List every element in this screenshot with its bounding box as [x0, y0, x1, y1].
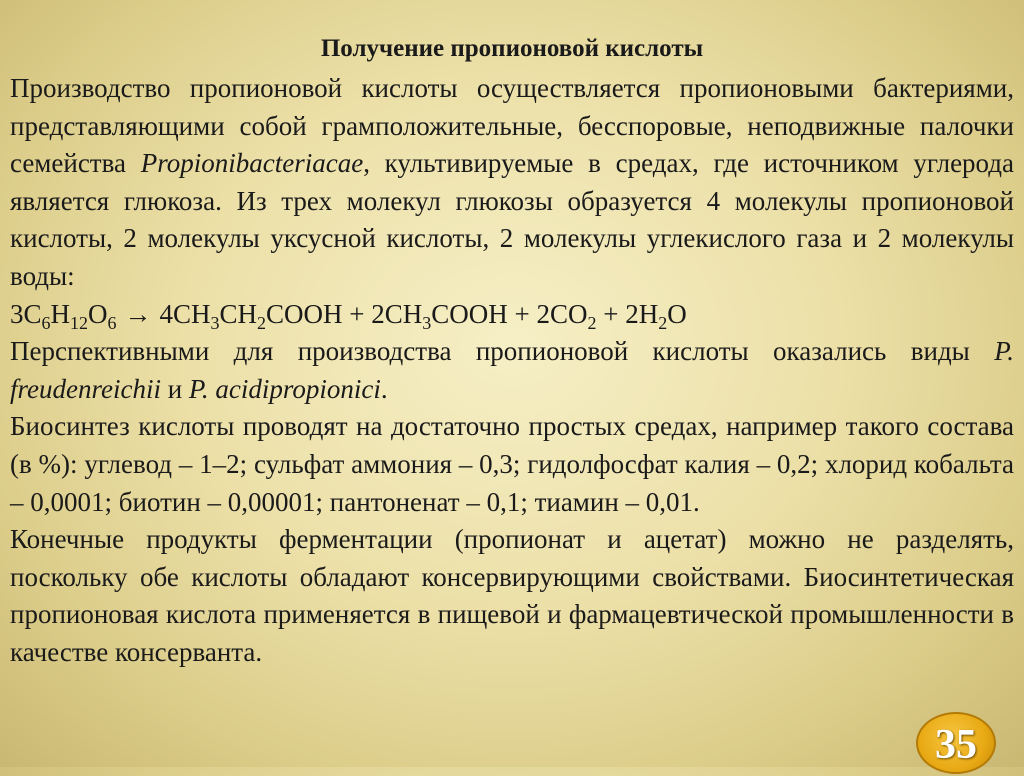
- equation-part: O: [88, 298, 108, 329]
- equation-part: O: [667, 298, 687, 329]
- equation-part: 4CH: [159, 298, 211, 329]
- equation-subscript: 2: [658, 312, 668, 333]
- equation-part: COOH + 2CO: [431, 298, 588, 329]
- paragraph-species-text: Перспективными для производства пропионовой кислоты оказались виды: [10, 336, 995, 367]
- species-name: P. acidipropionici: [188, 373, 381, 404]
- species-name: P. freudenreichii: [10, 336, 1014, 404]
- equation-part: H: [50, 298, 71, 329]
- equation-subscript: 3: [210, 312, 220, 333]
- equation-part: 3C: [10, 298, 42, 329]
- paragraph-production: [10, 70, 1014, 296]
- equation-part: COOH + 2CH: [266, 298, 423, 329]
- equation-part: + 2H: [596, 298, 659, 329]
- equation-subscript: 3: [422, 312, 432, 333]
- equation-subscript: 6: [41, 312, 51, 333]
- bacteria-family-name: Propionibacteriacae: [140, 148, 364, 179]
- page-title: Получение пропионовой кислоты: [320, 35, 704, 62]
- equation-subscript: 6: [107, 312, 117, 333]
- paragraph-biosynthesis-medium: Биосинтез кислоты проводят на достаточно простых средах, например такого состава (в %): углевод – 1–2; сульфат аммония – 0,3; гидолфосфат калия – 0,2; хлорид кобальта – 0,0001; биотин – 0,00001; пантоненат – 0,1; тиамин – 0,01.: [10, 411, 1014, 517]
- equation-subscript: 2: [587, 312, 597, 333]
- conjunction-text: и: [160, 373, 189, 404]
- equation-subscript: 2: [257, 312, 267, 333]
- page-number: 35: [935, 722, 977, 768]
- equation-subscript: 12: [70, 312, 89, 333]
- paragraph-production-text-start: Производство пропионовой кислоты осуществляется пропионовыми бактериями, представляющими собой грамположительные, бесспоровые, неподвижные палочки семейства: [10, 73, 1014, 179]
- paragraph-production-text-end: , культивируемые в средах, где источником углерода является глюкоза. Из трех молекул глюкозы образуется 4 молекулы пропионовой кислоты, 2 молекулы уксусной кислоты, 2 молекулы углекислого газа и 2 молекулы воды:: [10, 148, 1014, 291]
- equation-part: CH: [219, 298, 258, 329]
- paragraph-species-period: .: [380, 373, 388, 404]
- paragraph-end-products: Конечные продукты ферментации (пропионат и ацетат) можно не разделять, поскольку обе кислоты обладают консервирующими свойствами. Биосинтетическая пропионовая кислота применяется в пищевой и фармацевтической промышленности в качестве консерванта.: [10, 524, 1014, 667]
- page-number-badge: [916, 712, 996, 774]
- reaction-arrow-icon: →: [124, 298, 152, 329]
- reaction-equation: [10, 296, 1014, 334]
- paragraph-prospective-species: [10, 333, 1014, 408]
- slide-body: [10, 70, 1014, 672]
